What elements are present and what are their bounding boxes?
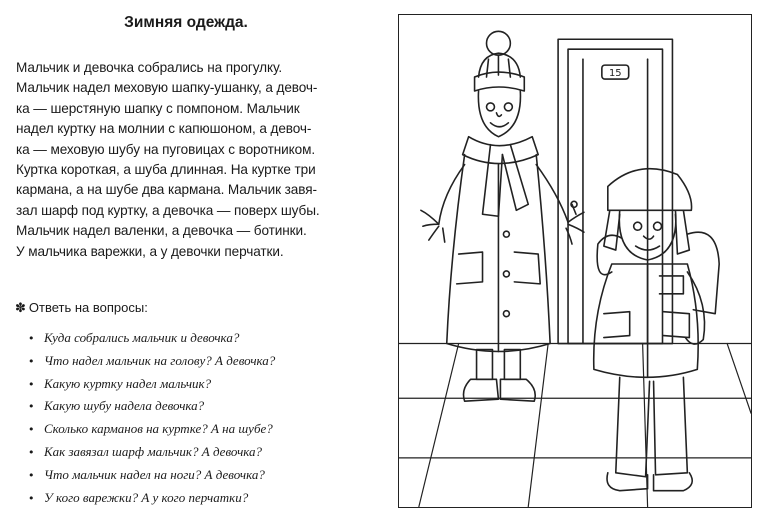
- bullet-icon: •: [28, 354, 35, 368]
- question-text: Какую шубу надела девочка?: [44, 398, 205, 414]
- door: [558, 39, 672, 343]
- text-column: [0, 0, 372, 521]
- bullet-icon: •: [28, 332, 35, 345]
- question-text: У кого варежки? А у кого перчатки?: [44, 489, 249, 505]
- question-text: Как завязал шарф мальчик? А девочка?: [44, 443, 263, 459]
- question-item: [28, 398, 275, 421]
- bullet-icon: •: [28, 468, 35, 482]
- question-item: [28, 421, 275, 444]
- question-text: Какую куртку надел мальчик?: [44, 375, 212, 391]
- questions-heading-label: Ответь на вопросы:: [28, 300, 148, 315]
- question-item: [28, 376, 275, 399]
- story-text: [16, 58, 364, 262]
- story-line: ка — шерстяную шапку с помпоном. Мальчик: [16, 100, 300, 116]
- story-line: Мальчик и девочка собрались на прогулку.: [16, 60, 283, 75]
- question-text: Что мальчик надел на ноги? А девочка?: [44, 466, 265, 482]
- story-line: зал шарф под куртку, а девочка — поверх шубы.: [16, 202, 320, 218]
- question-text: Что надел мальчик на голову? А девочка?: [44, 352, 276, 368]
- page-title: Зимняя одежда.: [124, 14, 248, 31]
- floor-tiles: [399, 344, 751, 507]
- story-line: Мальчик надел валенки, а девочка — ботинки.: [16, 223, 307, 239]
- door-number: 15: [608, 68, 622, 80]
- questions-list: [28, 330, 275, 512]
- bullet-icon: •: [28, 445, 35, 459]
- question-text: Сколько карманов на куртке? А на шубе?: [44, 421, 273, 437]
- story-line: ка — меховую шубу на пуговицах с воротником.: [16, 141, 316, 157]
- girl-figure: [421, 31, 584, 401]
- bullet-icon: •: [28, 423, 35, 437]
- story-line: Куртка короткая, а шуба длинная. На куртке три: [16, 162, 316, 178]
- story-line: Мальчик надел меховую шапку-ушанку, а девоч-: [16, 80, 318, 96]
- question-item: [28, 444, 275, 467]
- boy-figure: [594, 169, 719, 491]
- questions-heading: [15, 300, 148, 316]
- question-item: [28, 467, 275, 490]
- story-line: У мальчика варежки, а у девочки перчатки.: [16, 243, 284, 259]
- question-text: Куда собрались мальчик и девочка?: [44, 330, 240, 345]
- coloring-illustration: [398, 14, 752, 508]
- flower-bullet-icon: ✽: [15, 300, 26, 315]
- question-item: [28, 490, 275, 513]
- question-item: [28, 330, 275, 353]
- question-item: [28, 353, 275, 376]
- bullet-icon: •: [28, 491, 35, 505]
- bullet-icon: •: [28, 400, 35, 414]
- story-line: кармана, а на шубе два кармана. Мальчик завя-: [16, 182, 317, 198]
- story-line: надел куртку на молнии с капюшоном, а девоч-: [16, 121, 312, 137]
- bullet-icon: •: [28, 377, 35, 391]
